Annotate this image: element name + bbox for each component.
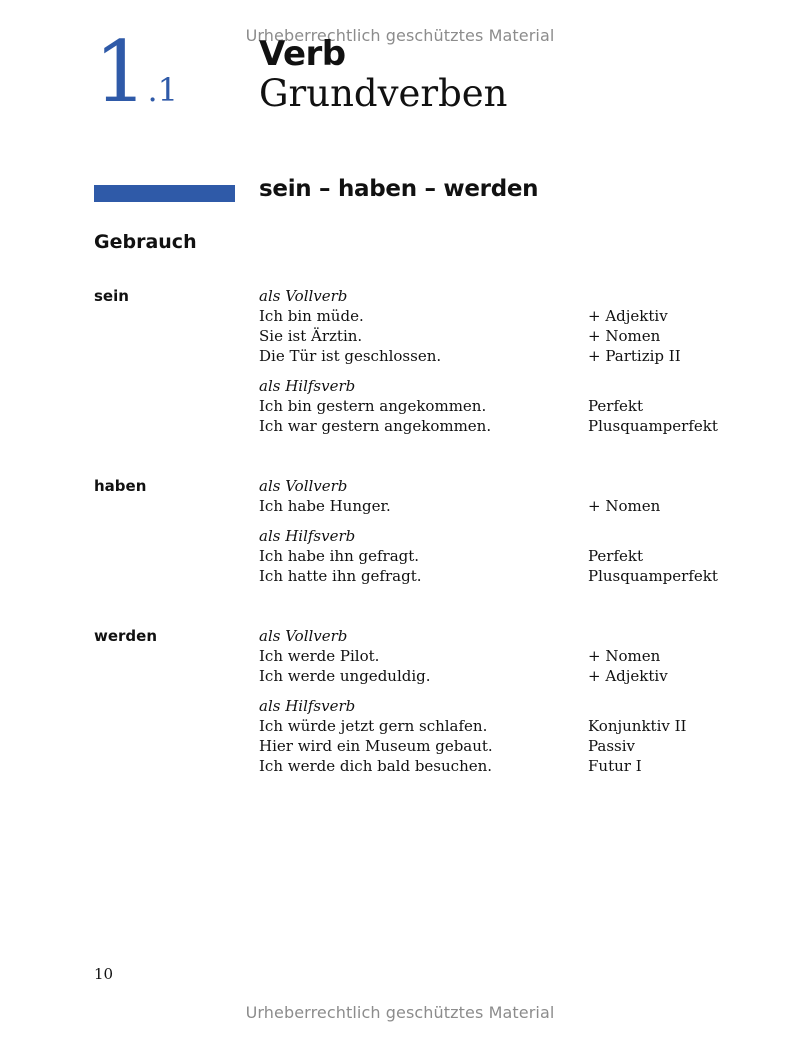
group-label: als Hilfsverb [259, 377, 356, 395]
title-grundverben: Grundverben [259, 72, 508, 115]
group-hilfsverb [259, 696, 759, 776]
example-sentence: Ich war gestern angekommen. [259, 417, 492, 435]
grammar-note: Passiv [588, 737, 636, 755]
example-row [259, 346, 759, 366]
group-vollverb [259, 476, 759, 516]
example-row [259, 666, 759, 686]
example-sentence: Die Tür ist geschlossen. [259, 347, 442, 365]
group-hilfsverb [259, 526, 759, 586]
verb-label: haben [94, 477, 147, 495]
verb-label: werden [94, 627, 158, 645]
example-row [259, 546, 759, 566]
grammar-note: Futur I [588, 757, 642, 775]
verb-label: sein [94, 287, 129, 305]
example-sentence: Ich werde ungeduldig. [259, 667, 431, 685]
example-row [259, 646, 759, 666]
group-label: als Vollverb [259, 287, 348, 305]
example-row [259, 416, 759, 436]
example-row [259, 496, 759, 516]
example-sentence: Ich habe Hunger. [259, 497, 391, 515]
title-verb: Verb [259, 34, 346, 74]
example-sentence: Hier wird ein Museum gebaut. [259, 737, 493, 755]
grammar-note: + Adjektiv [588, 307, 668, 325]
example-row [259, 716, 759, 736]
grammar-note: Perfekt [588, 547, 644, 565]
example-sentence: Ich würde jetzt gern schlafen. [259, 717, 488, 735]
group-vollverb [259, 286, 759, 366]
example-sentence: Ich habe ihn gefragt. [259, 547, 420, 565]
group-label: als Hilfsverb [259, 697, 356, 715]
group-label: als Vollverb [259, 477, 348, 495]
watermark-bottom: Urheberrechtlich geschütztes Material [245, 1003, 555, 1022]
grammar-note: + Nomen [588, 497, 661, 515]
chapter-major: 1 [94, 23, 146, 121]
example-row [259, 306, 759, 326]
chapter-minor: .1 [147, 71, 178, 109]
section-accent-bar [94, 185, 235, 202]
group-hilfsverb [259, 376, 759, 436]
grammar-note: Konjunktiv II [588, 717, 687, 735]
page-title [259, 34, 508, 114]
example-sentence: Ich hatte ihn gefragt. [259, 567, 422, 585]
grammar-note: + Adjektiv [588, 667, 668, 685]
page-number: 10 [94, 965, 114, 983]
grammar-note: Plusquamperfekt [588, 567, 718, 585]
example-sentence: Ich bin müde. [259, 307, 364, 325]
group-label: als Vollverb [259, 627, 348, 645]
example-sentence: Ich werde Pilot. [259, 647, 380, 665]
example-row [259, 396, 759, 416]
grammar-note: Perfekt [588, 397, 644, 415]
watermark-top: Urheberrechtlich geschütztes Material [245, 26, 555, 45]
grammar-note: + Nomen [588, 327, 661, 345]
grammar-note: + Partizip II [588, 347, 681, 365]
grammar-note: + Nomen [588, 647, 661, 665]
group-vollverb [259, 626, 759, 686]
chapter-number [94, 23, 178, 121]
example-sentence: Ich bin gestern angekommen. [259, 397, 487, 415]
example-sentence: Ich werde dich bald besuchen. [259, 757, 493, 775]
group-label: als Hilfsverb [259, 527, 356, 545]
sub-heading-gebrauch: Gebrauch [94, 231, 197, 253]
example-row [259, 736, 759, 756]
example-row [259, 756, 759, 776]
example-row [259, 326, 759, 346]
example-row [259, 566, 759, 586]
example-sentence: Sie ist Ärztin. [259, 327, 363, 345]
section-heading: sein – haben – werden [259, 176, 539, 202]
grammar-note: Plusquamperfekt [588, 417, 718, 435]
